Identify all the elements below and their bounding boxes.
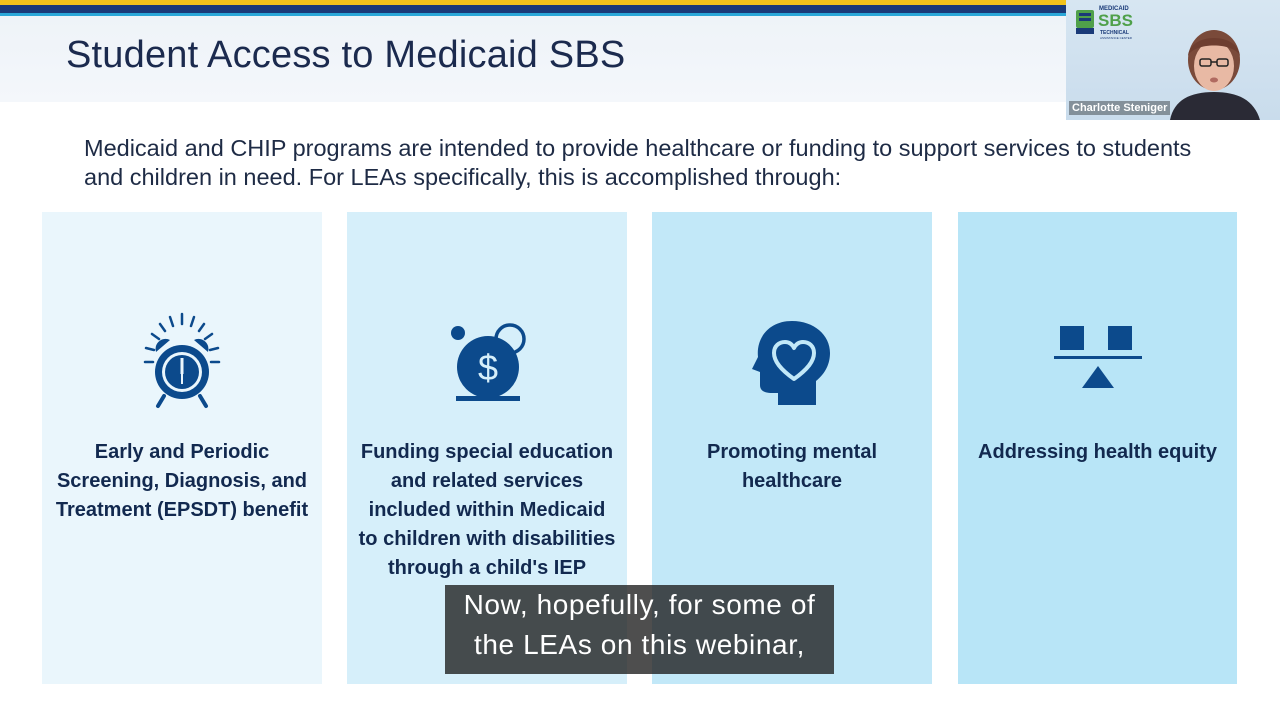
card-health-equity xyxy=(958,212,1237,684)
card-text: Addressing health equity xyxy=(978,441,1217,463)
card-text: Promoting mental healthcare xyxy=(706,441,877,492)
top-accent-bar-blue xyxy=(0,5,1066,13)
presenter-webcam xyxy=(1066,0,1280,120)
medicaid-sbs-logo xyxy=(1074,6,1144,42)
card-text: Early and Periodic Screening, Diagnosis, and Treatment (EPSDT) benefit xyxy=(55,441,309,521)
svg-text:$: $ xyxy=(477,347,499,388)
logo-sub2: ASSISTANCE CENTER xyxy=(1100,36,1132,40)
caption-line-1: Now, hopefully, for some of xyxy=(463,589,816,620)
logo-main: SBS xyxy=(1098,11,1133,30)
slide-title: Student Access to Medicaid SBS xyxy=(66,34,626,76)
logo-sub: TECHNICAL xyxy=(1100,30,1129,36)
logo-top: MEDICAID xyxy=(1099,6,1129,12)
presenter-name: Charlotte Steniger xyxy=(1069,101,1170,115)
alarm-clock-icon xyxy=(42,312,322,412)
money-bag-icon xyxy=(347,312,627,412)
intro-paragraph: Medicaid and CHIP programs are intended to provide healthcare or funding to support services to students and children in need. For LEAs specifically, this is accomplished through: xyxy=(84,135,1192,190)
closed-caption xyxy=(445,585,834,674)
head-heart-icon xyxy=(652,312,932,412)
caption-line-2: the LEAs on this webinar, xyxy=(474,629,805,660)
balance-scale-icon xyxy=(958,312,1237,412)
card-text: Funding special education and related services included within Medicaid to children with disabilities through a child's IEP xyxy=(358,441,616,579)
card-epsdt xyxy=(42,212,322,684)
